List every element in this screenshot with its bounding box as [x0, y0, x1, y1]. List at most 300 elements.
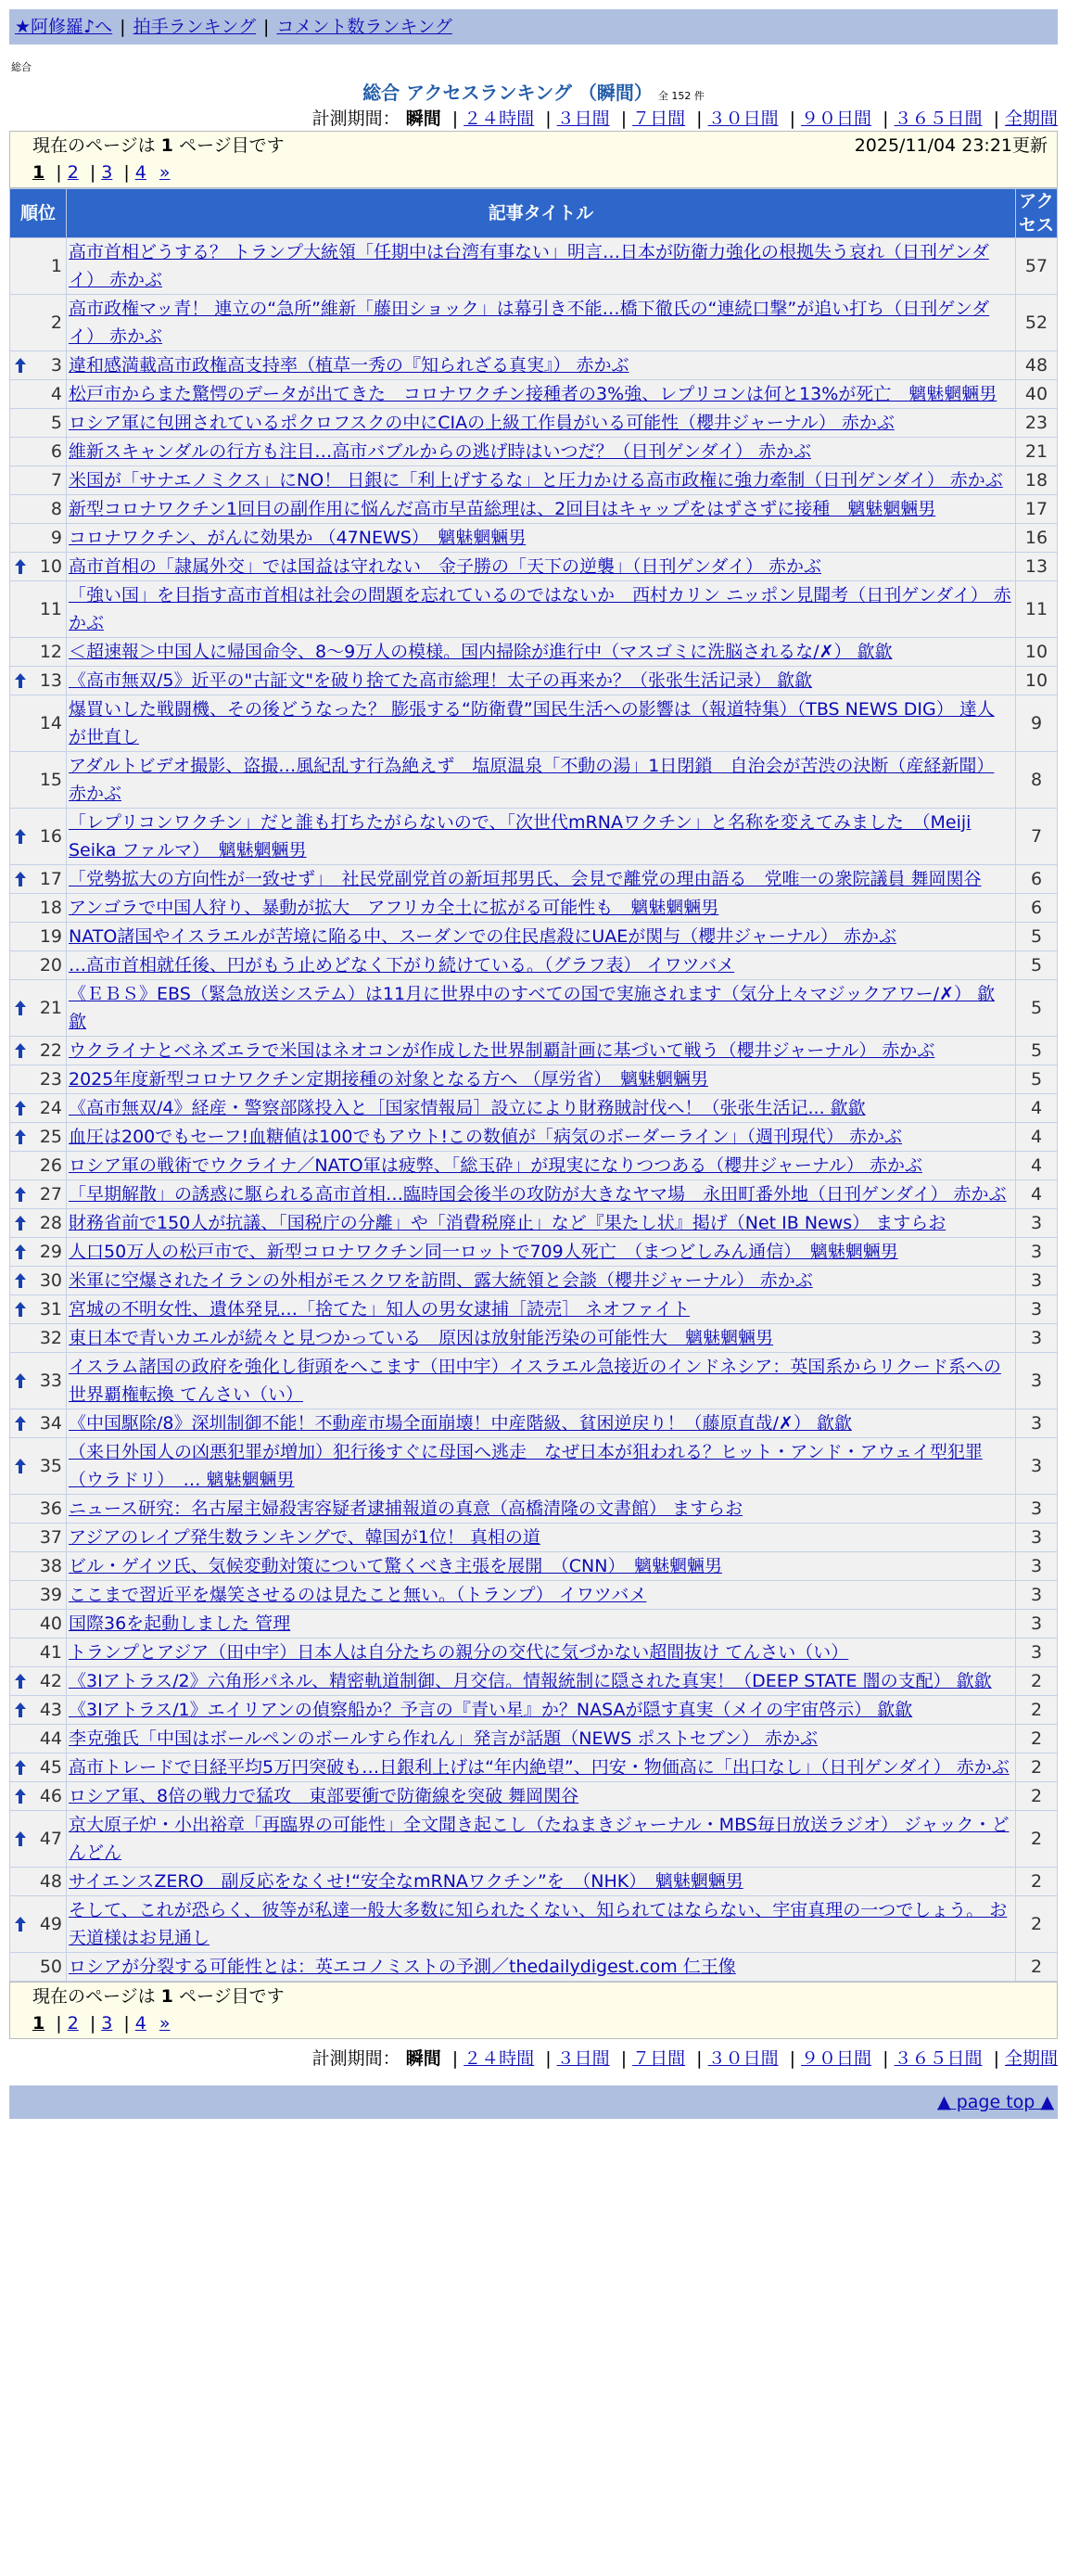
rank-up-arrow-icon: [14, 828, 27, 845]
article-title-link[interactable]: 《3Iアトラス/1》エイリアンの偵察船か？予言の『青い星』か？NASAが隠す真実（メイの宇宙啓示） 歙歙: [69, 1700, 913, 1720]
article-title-link[interactable]: トランプとアジア（田中宇）日本人は自分たちの親分の交代に気づかない超間抜け てんさい（い）: [69, 1642, 849, 1663]
table-row: [10, 1552, 1058, 1581]
access-count: 2: [1016, 1896, 1058, 1953]
table-row: [10, 1610, 1058, 1639]
access-count: 2: [1016, 1811, 1058, 1868]
access-count: 3: [1016, 1581, 1058, 1610]
article-title-link[interactable]: 高市首相どうする？ トランプ大統領「任期中は台湾有事ない」明言…日本が防衛力強化の根拠失う哀れ（日刊ゲンダイ） 赤かぶ: [69, 242, 989, 290]
article-title-link[interactable]: 国際36を起動しました 管理: [69, 1613, 291, 1634]
header-rank: 順位: [10, 189, 67, 238]
nav-comment-ranking-link[interactable]: コメント数ランキング: [276, 17, 452, 37]
rank-number: 47: [39, 1829, 62, 1849]
access-count: 2: [1016, 1782, 1058, 1811]
article-title-link[interactable]: 高市政権マッ青！ 連立の“急所”維新「藤田ショック」は幕引き不能…橋下徹氏の“連続口撃”が追い打ち（日刊ゲンダイ） 赤かぶ: [69, 299, 990, 347]
access-count: 2: [1016, 1725, 1058, 1753]
access-count: 17: [1016, 495, 1058, 524]
access-count: 18: [1016, 466, 1058, 495]
access-count: 5: [1016, 1065, 1058, 1094]
access-count: 13: [1016, 553, 1058, 581]
access-count: 2: [1016, 1868, 1058, 1896]
top-nav: ★阿修羅♪へ | 拍手ランキング | コメント数ランキング: [9, 9, 1058, 45]
access-count: 9: [1016, 695, 1058, 752]
access-count: 3: [1016, 1610, 1058, 1639]
table-row: [10, 438, 1058, 466]
rank-cell: [10, 894, 67, 923]
table-row: [10, 1953, 1058, 1982]
access-count: 3: [1016, 1524, 1058, 1552]
rank-number: 8: [50, 499, 62, 519]
period-link-7d[interactable]: ７日間: [632, 108, 686, 129]
rank-number: 2: [50, 312, 62, 333]
period-label: 計測期間：: [311, 108, 400, 129]
article-title-link[interactable]: ロシア軍の戦術でウクライナ／NATO軍は疲弊、「総玉砕」が現実になりつつある（櫻井ジャーナル） 赤かぶ: [69, 1155, 922, 1176]
rank-number: 44: [39, 1728, 62, 1749]
access-count: 3: [1016, 1409, 1058, 1438]
article-title-link[interactable]: ここまで習近平を爆笑させるのは見たこと無い。（トランプ） イワツバメ: [69, 1585, 647, 1605]
article-title-link[interactable]: 松戸市からまた驚愕のデータが出てきた コロナワクチン接種者の3%強、レプリコンは何と13%が死亡 魑魅魍魎男: [69, 384, 997, 404]
rank-cell: [10, 581, 67, 638]
rank-up-arrow-icon: [14, 1759, 27, 1776]
table-row: [10, 295, 1058, 351]
access-count: 23: [1016, 409, 1058, 438]
article-title-link[interactable]: 宮城の不明女性、遺体発見…「捨てた」知人の男女逮捕［読売］ ネオファイト: [69, 1299, 691, 1320]
rank-cell: [10, 438, 67, 466]
nav-applause-ranking-link[interactable]: 拍手ランキング: [133, 17, 257, 37]
rank-cell: [10, 667, 67, 695]
access-count: 21: [1016, 438, 1058, 466]
rank-number: 7: [50, 470, 62, 491]
rank-number: 1: [50, 256, 62, 276]
table-row: [10, 865, 1058, 894]
access-count: 3: [1016, 1267, 1058, 1295]
pager-prefix-bottom: 現在のページは: [32, 1986, 156, 2007]
access-count: 3: [1016, 1639, 1058, 1667]
rank-cell: [10, 1267, 67, 1295]
table-row: [10, 752, 1058, 809]
period-link-3d[interactable]: ３日間: [556, 108, 610, 129]
pager-link-2[interactable]: 2: [67, 162, 79, 183]
article-title-link[interactable]: NATO諸国やイスラエルが苦境に陥る中、スーダンでの住民虐殺にUAEが関与（櫻井ジャーナル） 赤かぶ: [69, 926, 896, 947]
article-title-link[interactable]: 高市首相の「隷属外交」では国益は守れない 金子勝の「天下の逆襲」（日刊ゲンダイ） 赤かぶ: [69, 556, 822, 577]
table-row: [10, 581, 1058, 638]
rank-number: 28: [39, 1213, 62, 1233]
title-cell: [67, 1353, 1016, 1409]
category-label: 総合: [11, 61, 32, 73]
rank-up-arrow-icon: [14, 1702, 27, 1718]
article-title-link[interactable]: 李克強氏「中国はボールペンのボールすら作れん」発言が話題（NEWS ポストセブン） 赤かぶ: [69, 1728, 819, 1749]
article-title-link[interactable]: 《ＥＢＳ》EBS（緊急放送システム）は11月に世界中のすべての国で実施されます（気分上々マジックアワー/✗） 歙歙: [69, 984, 996, 1032]
title-cell: [67, 1552, 1016, 1581]
period-link-30d[interactable]: ３０日間: [707, 108, 779, 129]
table-row: [10, 1639, 1058, 1667]
title-cell: [67, 1581, 1016, 1610]
rank-number: 5: [50, 413, 62, 433]
rank-number: 3: [50, 355, 62, 376]
period-link-all-bottom[interactable]: 全期間: [1004, 2048, 1058, 2069]
rank-number: 34: [39, 1413, 62, 1434]
rank-number: 25: [39, 1127, 62, 1147]
rank-cell: [10, 524, 67, 553]
title-cell: [67, 295, 1016, 351]
rank-number: 6: [50, 441, 62, 462]
article-title-link[interactable]: 違和感満載高市政権高支持率（植草一秀の『知られざる真実』） 赤かぶ: [69, 355, 629, 376]
access-count: 4: [1016, 1152, 1058, 1180]
access-count: 4: [1016, 1180, 1058, 1209]
access-count: 5: [1016, 980, 1058, 1037]
rank-up-arrow-icon: [14, 1042, 27, 1059]
pager-link-3[interactable]: 3: [101, 162, 113, 183]
access-count: 16: [1016, 524, 1058, 553]
rank-number: 48: [39, 1871, 62, 1892]
rank-cell: [10, 1552, 67, 1581]
article-title-link[interactable]: 京大原子炉・小出裕章「再臨界の可能性」全文聞き起こし（たねまきジャーナル・MBS毎日放送ラジオ） ジャック・どんどん: [69, 1815, 1010, 1863]
title-cell: [67, 238, 1016, 295]
access-count: 3: [1016, 1438, 1058, 1495]
rank-cell: [10, 1409, 67, 1438]
title-cell: [67, 1667, 1016, 1696]
table-row: [10, 495, 1058, 524]
title-cell: [67, 409, 1016, 438]
title-cell: [67, 980, 1016, 1037]
article-title-link[interactable]: 爆買いした戦闘機、その後どうなった？ 膨張する“防衛費”国民生活への影響は（報道特集）（TBS NEWS DIG） 達人が世直し: [69, 699, 995, 747]
rank-number: 15: [39, 770, 62, 790]
rank-cell: [10, 1782, 67, 1811]
table-row: [10, 409, 1058, 438]
title-cell: [67, 1495, 1016, 1524]
footer-bar: [9, 2085, 1058, 2119]
table-row: [10, 1065, 1058, 1094]
title-cell: [67, 1753, 1016, 1782]
period-link-30d-bottom[interactable]: ３０日間: [707, 2048, 779, 2069]
pager-link-3-bottom[interactable]: 3: [101, 2013, 113, 2034]
table-row: [10, 1209, 1058, 1238]
rank-number: 16: [39, 826, 62, 847]
title-cell: [67, 524, 1016, 553]
rank-number: 20: [39, 955, 62, 976]
rank-up-arrow-icon: [14, 1458, 27, 1474]
access-count: 3: [1016, 1353, 1058, 1409]
title-cell: [67, 581, 1016, 638]
title-cell: [67, 438, 1016, 466]
rank-cell: [10, 238, 67, 295]
ranking-table: [9, 188, 1058, 1982]
access-count: 5: [1016, 923, 1058, 951]
article-title-link[interactable]: ロシア軍に包囲されているポクロフスクの中にCIAの上級工作員がいる可能性（櫻井ジャーナル） 赤かぶ: [69, 413, 895, 433]
rank-cell: [10, 380, 67, 409]
table-row: [10, 1409, 1058, 1438]
table-row: [10, 1868, 1058, 1896]
rank-cell: [10, 865, 67, 894]
article-title-link[interactable]: 人口50万人の松戸市で、新型コロナワクチン同一ロットで709人死亡 （まつどしみん通信） 魑魅魍魎男: [69, 1242, 898, 1262]
period-link-all[interactable]: 全期間: [1004, 108, 1058, 129]
rank-up-arrow-icon: [14, 1301, 27, 1318]
updated-time: 2025/11/04 23:21更新: [854, 135, 1048, 156]
article-title-link[interactable]: コロナワクチン、がんに効果か （47NEWS） 魑魅魍魎男: [69, 528, 527, 548]
access-count: 5: [1016, 1037, 1058, 1065]
title-cell: [67, 809, 1016, 865]
rank-number: 45: [39, 1757, 62, 1778]
article-title-link[interactable]: 高市トレードで日経平均5万円突破も…日銀利上げは“年内絶望”、円安・物価高に「出口なし」（日刊ゲンダイ） 赤かぶ: [69, 1757, 1010, 1778]
title-cell: [67, 1639, 1016, 1667]
article-title-link[interactable]: 米国が「サナエノミクス」にNO！ 日銀に「利上げするな」と圧力かける高市政権に強力牽制（日刊ゲンダイ） 赤かぶ: [69, 470, 1003, 491]
title-cell: [67, 894, 1016, 923]
title-cell: [67, 351, 1016, 380]
title-cell: [67, 1238, 1016, 1267]
page-top-link[interactable]: ▲ page top ▲: [937, 2092, 1054, 2112]
rank-cell: [10, 1667, 67, 1696]
rank-cell: [10, 466, 67, 495]
rank-cell: [10, 1725, 67, 1753]
access-count: 4: [1016, 1094, 1058, 1123]
title-cell: [67, 1094, 1016, 1123]
title-cell: [67, 1324, 1016, 1353]
rank-up-arrow-icon: [14, 1372, 27, 1389]
table-row: [10, 980, 1058, 1037]
rank-cell: [10, 1037, 67, 1065]
rank-cell: [10, 638, 67, 667]
ranking-heading: [9, 78, 1058, 105]
period-link-3d-bottom[interactable]: ３日間: [556, 2048, 610, 2069]
rank-cell: [10, 1896, 67, 1953]
article-title-link[interactable]: 維新スキャンダルの行方も注目…高市バブルからの逃げ時はいつだ？（日刊ゲンダイ） 赤かぶ: [69, 441, 812, 462]
title-cell: [67, 1295, 1016, 1324]
article-title-link[interactable]: アダルトビデオ撮影、盗撮…風紀乱す行為絶えず 塩原温泉「不動の湯」1日閉鎖 自治会が苦渋の決断（産経新聞） 赤かぶ: [69, 756, 995, 804]
article-title-link[interactable]: アジアのレイプ発生数ランキングで、韓国が1位！ 真相の道: [69, 1527, 540, 1548]
rank-up-arrow-icon: [14, 1100, 27, 1116]
period-link-90d[interactable]: ９０日間: [801, 108, 872, 129]
rank-cell: [10, 1152, 67, 1180]
title-cell: [67, 380, 1016, 409]
table-row: [10, 238, 1058, 295]
title-cell: [67, 695, 1016, 752]
table-row: [10, 1896, 1058, 1953]
title-cell: [67, 1868, 1016, 1896]
article-title-link[interactable]: 新型コロナワクチン1回目の副作用に悩んだ高市早苗総理は、2回目はキャップをはずさずに接種 魑魅魍魎男: [69, 499, 936, 519]
rank-cell: [10, 495, 67, 524]
rank-number: 40: [39, 1613, 62, 1634]
rank-cell: [10, 1438, 67, 1495]
article-title-link[interactable]: ビル・ゲイツ氏、気候変動対策について驚くべき主張を展開 （CNN） 魑魅魍魎男: [69, 1556, 722, 1576]
rank-number: 31: [39, 1299, 62, 1320]
rank-up-arrow-icon: [14, 1186, 27, 1203]
pager-bottom: 現在のページは 1 ページ目です 1 | 2 | 3 | 4 »: [9, 1982, 1058, 2039]
table-row: [10, 1581, 1058, 1610]
period-selector-bottom: 計測期間： 瞬間 | ２４時間 | ３日間 | ７日間 | ３０日間 | ９０日間 | ３６５日間 | 全期間: [311, 2048, 1058, 2069]
pager-next-link[interactable]: »: [159, 162, 171, 183]
access-count: 3: [1016, 1324, 1058, 1353]
rank-cell: [10, 1123, 67, 1152]
table-row: [10, 1238, 1058, 1267]
rank-cell: [10, 1065, 67, 1094]
table-row: [10, 1324, 1058, 1353]
header-title: 記事タイトル: [67, 189, 1016, 238]
table-row: [10, 1152, 1058, 1180]
table-row: [10, 951, 1058, 980]
title-cell: [67, 1123, 1016, 1152]
table-row: [10, 695, 1058, 752]
rank-cell: [10, 1324, 67, 1353]
table-row: [10, 1725, 1058, 1753]
rank-number: 12: [39, 642, 62, 662]
article-title-link[interactable]: ニュース研究：名古屋主婦殺害容疑者逮捕報道の真意（高橋清隆の文書館） ますらお: [69, 1498, 743, 1519]
article-title-link[interactable]: 「党勢拡大の方向性が一致せず」 社民党副党首の新垣邦男氏、会見で離党の理由語る 党唯一の衆院議員 舞岡関谷: [69, 869, 982, 889]
pager-next-link-bottom[interactable]: »: [159, 2013, 171, 2034]
period-link-90d-bottom[interactable]: ９０日間: [801, 2048, 872, 2069]
pager-top: 現在のページは 1 ページ目です 2025/11/04 23:21更新 1 | 2 | 3 | 4 »: [9, 131, 1058, 188]
pager-page-bottom: 1: [160, 1986, 173, 2007]
nav-home-link[interactable]: ★阿修羅♪へ: [15, 17, 113, 37]
article-title-link[interactable]: イスラム諸国の政府を強化し街頭をへこます（田中宇）イスラエル急接近のインドネシア：英国系からリクード系への世界覇権転換 てんさい（い）: [69, 1357, 1001, 1405]
rank-cell: [10, 1238, 67, 1267]
rank-cell: [10, 1180, 67, 1209]
rank-number: 41: [39, 1642, 62, 1663]
pager-link-2-bottom[interactable]: 2: [67, 2013, 79, 2034]
period-link-365d[interactable]: ３６５日間: [894, 108, 983, 129]
rank-up-arrow-icon: [14, 1272, 27, 1289]
article-title-link[interactable]: 血圧は200でもセーフ!血糖値は100でもアウト!この数値が「病気のボーダーライン」（週刊現代） 赤かぶ: [69, 1127, 903, 1147]
period-link-24h-bottom[interactable]: ２４時間: [464, 2048, 535, 2069]
article-title-link[interactable]: ＜超速報＞中国人に帰国命令、8〜9万人の模様。国内掃除が進行中（マスゴミに洗脳されるな/✗） 歙歙: [69, 642, 893, 662]
period-current: 瞬間: [405, 108, 441, 129]
rank-up-arrow-icon: [14, 1215, 27, 1231]
title-cell: [67, 1811, 1016, 1868]
rank-cell: [10, 695, 67, 752]
access-count: 2: [1016, 1667, 1058, 1696]
title-cell: [67, 1209, 1016, 1238]
access-count: 3: [1016, 1238, 1058, 1267]
ranking-title: 総合 アクセスランキング （瞬間）: [362, 82, 653, 104]
period-link-365d-bottom[interactable]: ３６５日間: [894, 2048, 983, 2069]
article-title-link[interactable]: ロシア軍、8倍の戦力で猛攻 東部要衝で防衛線を突破 舞岡関谷: [69, 1786, 579, 1806]
article-title-link[interactable]: 《高市無双/5》近平の"古証文"を破り捨てた高市総理！太子の再来か？（张张生活记录） 歙歙: [69, 670, 813, 691]
table-row: [10, 1753, 1058, 1782]
access-count: 3: [1016, 1295, 1058, 1324]
article-title-link[interactable]: 「早期解散」の誘惑に駆られる高市首相…臨時国会後半の攻防が大きなヤマ場 永田町番外地（日刊ゲンダイ） 赤かぶ: [69, 1184, 1007, 1205]
table-row: [10, 1696, 1058, 1725]
table-row: [10, 1123, 1058, 1152]
table-row: [10, 1353, 1058, 1409]
rank-cell: [10, 1753, 67, 1782]
rank-number: 21: [39, 998, 62, 1018]
pager-suffix-bottom: ページ目です: [178, 1986, 285, 2007]
article-title-link[interactable]: …高市首相就任後、円がもう止めどなく下がり続けている。（グラフ表） イワツバメ: [69, 955, 735, 976]
title-cell: [67, 1037, 1016, 1065]
rank-number: 43: [39, 1700, 62, 1720]
access-count: 57: [1016, 238, 1058, 295]
access-count: 5: [1016, 951, 1058, 980]
rank-cell: [10, 809, 67, 865]
rank-cell: [10, 1353, 67, 1409]
period-link-24h[interactable]: ２４時間: [464, 108, 535, 129]
pager-link-4-bottom[interactable]: 4: [134, 2013, 146, 2034]
rank-cell: [10, 1295, 67, 1324]
article-title-link[interactable]: 《高市無双/4》経産・警察部隊投入と［国家情報局］設立により財務賊討伐へ！（张张生活记... 歙歙: [69, 1098, 866, 1118]
title-cell: [67, 1896, 1016, 1953]
access-count: 6: [1016, 865, 1058, 894]
access-count: 2: [1016, 1953, 1058, 1982]
rank-number: 38: [39, 1556, 62, 1576]
rank-number: 42: [39, 1671, 62, 1691]
article-title-link[interactable]: 東日本で青いカエルが続々と見つかっている 原因は放射能汚染の可能性大 魑魅魍魎男: [69, 1328, 774, 1348]
table-row: [10, 1267, 1058, 1295]
rank-number: 26: [39, 1155, 62, 1176]
rank-number: 29: [39, 1242, 62, 1262]
rank-number: 36: [39, 1498, 62, 1519]
rank-cell: [10, 1953, 67, 1982]
title-cell: [67, 1782, 1016, 1811]
access-count: 2: [1016, 1753, 1058, 1782]
article-title-link[interactable]: （来日外国人の凶悪犯罪が増加）犯行後すぐに母国へ逃走 なぜ日本が狙われる？ヒット・アンド・アウェイ型犯罪（ウラドリ） … 魑魅魍魎男: [69, 1442, 983, 1490]
article-title-link[interactable]: 「強い国」を目指す高市首相は社会の問題を忘れているのではないか 西村カリン ニッポン見聞考（日刊ゲンダイ） 赤かぶ: [69, 585, 1011, 633]
rank-up-arrow-icon: [14, 1415, 27, 1432]
rank-up-arrow-icon: [14, 357, 27, 374]
rank-cell: [10, 1868, 67, 1896]
article-title-link[interactable]: 2025年度新型コロナワクチン定期接種の対象となる方へ （厚労省） 魑魅魍魎男: [69, 1069, 708, 1090]
rank-up-arrow-icon: [14, 1788, 27, 1804]
rank-cell: [10, 1811, 67, 1868]
title-cell: [67, 1180, 1016, 1209]
table-row: [10, 553, 1058, 581]
access-count: 4: [1016, 1123, 1058, 1152]
rank-cell: [10, 980, 67, 1037]
article-title-link[interactable]: サイエンスZERO 副反応をなくせ!“安全なmRNAワクチン”を （NHK） 魑魅魍魎男: [69, 1871, 743, 1892]
rank-up-arrow-icon: [14, 1129, 27, 1145]
rank-number: 30: [39, 1270, 62, 1291]
article-title-link[interactable]: 《3Iアトラス/2》六角形パネル、精密軌道制御、月交信。情報統制に隠された真実！（DEEP STATE 闇の支配） 歙歙: [69, 1671, 992, 1691]
title-cell: [67, 466, 1016, 495]
article-title-link[interactable]: ロシアが分裂する可能性とは：英エコノミストの予測／thedailydigest.com 仁王像: [69, 1957, 736, 1977]
access-count: 10: [1016, 667, 1058, 695]
access-count: 3: [1016, 1209, 1058, 1238]
title-cell: [67, 1438, 1016, 1495]
article-title-link[interactable]: アンゴラで中国人狩り、暴動が拡大 アフリカ全土に拡がる可能性も 魑魅魍魎男: [69, 898, 719, 918]
rank-cell: [10, 1524, 67, 1552]
article-title-link[interactable]: ウクライナとベネズエラで米国はネオコンが作成した世界制覇計画に基づいて戦う（櫻井ジャーナル） 赤かぶ: [69, 1040, 935, 1061]
article-title-link[interactable]: 米軍に空爆されたイランの外相がモスクワを訪問、露大統領と会談（櫻井ジャーナル） 赤かぶ: [69, 1270, 813, 1291]
table-row: [10, 894, 1058, 923]
rank-number: 24: [39, 1098, 62, 1118]
rank-cell: [10, 295, 67, 351]
rank-number: 19: [39, 926, 62, 947]
article-title-link[interactable]: 《中国駆除/8》深圳制御不能！不動産市場全面崩壊！中産階級、貧困逆戻り！（藤原直哉/✗） 歙歙: [69, 1413, 852, 1434]
title-cell: [67, 1409, 1016, 1438]
rank-up-arrow-icon: [14, 1830, 27, 1847]
access-count: 6: [1016, 894, 1058, 923]
rank-up-arrow-icon: [14, 1243, 27, 1260]
article-title-link[interactable]: そして、これが恐らく、彼等が私達一般大多数に知られたくない、知られてはならない、宇宙真理の一つでしょう。 お天道様はお見通し: [69, 1900, 1008, 1948]
rank-number: 35: [39, 1456, 62, 1476]
article-title-link[interactable]: 「レプリコンワクチン」だと誰も打ちたがらないので、「次世代mRNAワクチン」と名称を変えてみました （Meiji Seika ファルマ） 魑魅魍魎男: [69, 812, 972, 861]
table-row: [10, 638, 1058, 667]
period-label-bottom: 計測期間：: [311, 2048, 400, 2069]
period-link-7d-bottom[interactable]: ７日間: [632, 2048, 686, 2069]
access-count: 11: [1016, 581, 1058, 638]
rank-cell: [10, 923, 67, 951]
table-row: [10, 1295, 1058, 1324]
table-row: [10, 1524, 1058, 1552]
article-title-link[interactable]: 財務省前で150人が抗議、「国税庁の分離」や「消費税廃止」など『果たし状』掲げ（Net IB News） ますらお: [69, 1213, 946, 1233]
pager-link-4[interactable]: 4: [134, 162, 146, 183]
rank-number: 50: [39, 1957, 62, 1977]
title-cell: [67, 667, 1016, 695]
rank-number: 32: [39, 1328, 62, 1348]
rank-number: 49: [39, 1914, 62, 1934]
ranking-count: 全 152 件: [657, 90, 705, 102]
pager-page: 1: [160, 135, 173, 156]
rank-cell: [10, 1696, 67, 1725]
rank-cell: [10, 1581, 67, 1610]
title-cell: [67, 1696, 1016, 1725]
